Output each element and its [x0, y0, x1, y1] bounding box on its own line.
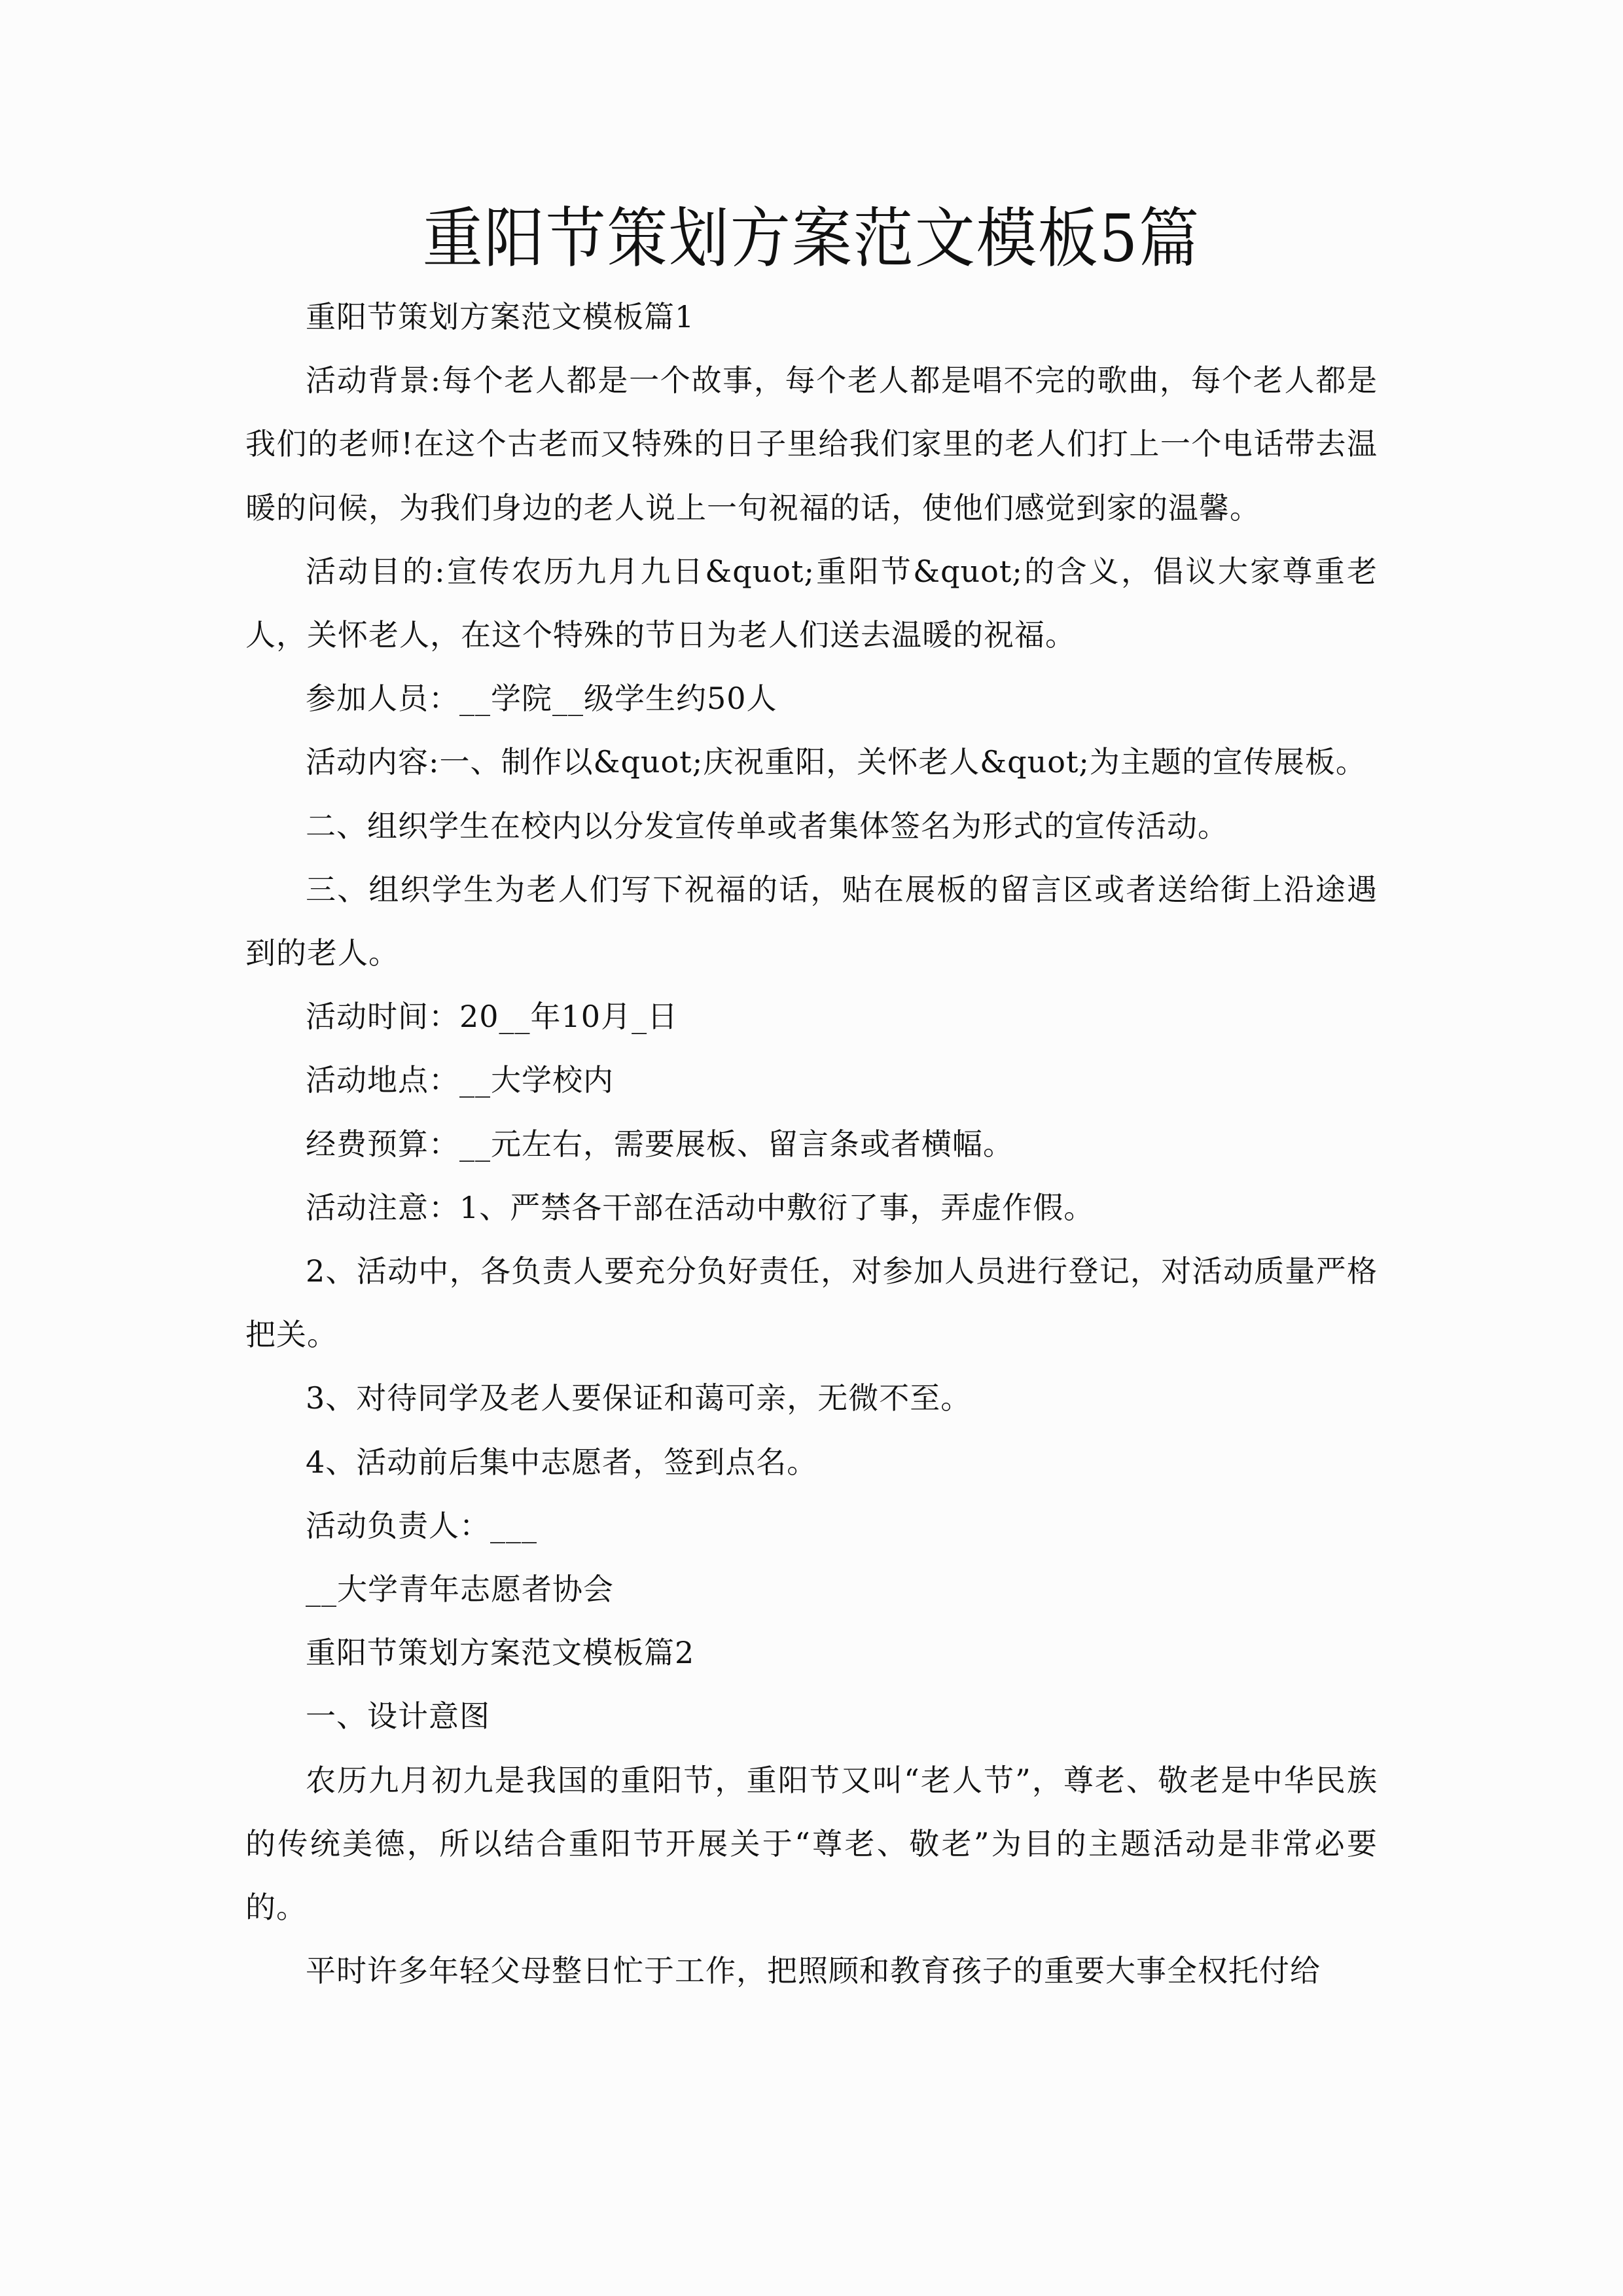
paragraph-purpose: 活动目的:宣传农历九月九日&quot;重阳节&quot;的含义，倡议大家尊重老人，关怀老人，在这个特殊的节日为老人们送去温暖的祝福。 [245, 553, 1378, 653]
paragraph-organizer: __大学青年志愿者协会 [306, 1571, 614, 1607]
paragraph-content-2: 二、组织学生在校内以分发宣传单或者集体签名为形式的宣传活动。 [306, 808, 1228, 844]
paragraph-notes-3: 3、对待同学及老人要保证和蔼可亲，无微不至。 [306, 1380, 972, 1416]
document-title: 重阳节策划方案范文模板5篇 [422, 200, 1201, 277]
paragraph-location: 活动地点：__大学校内 [306, 1062, 614, 1098]
paragraph-notes-2: 2、活动中，各负责人要充分负好责任，对参加人员进行登记，对活动质量严格把关。 [245, 1253, 1378, 1353]
paragraph-time: 活动时间：20__年10月_日 [306, 999, 679, 1035]
paragraph-person-in-charge: 活动负责人：___ [306, 1507, 537, 1543]
document-body [245, 285, 1378, 2003]
paragraph-notes-4: 4、活动前后集中志愿者，签到点名。 [306, 1444, 818, 1480]
paragraph-content-3: 三、组织学生为老人们写下祝福的话，贴在展板的留言区或者送给街上沿途遇到的老人。 [245, 871, 1378, 971]
paragraph-content-1: 活动内容:一、制作以&quot;庆祝重阳，关怀老人&quot;为主题的宣传展板。 [306, 744, 1366, 780]
paragraph-participants: 参加人员：__学院__级学生约50人 [306, 681, 777, 717]
section-heading-1: 重阳节策划方案范文模板篇1 [306, 299, 695, 334]
paragraph-notes-1: 活动注意：1、严禁各干部在活动中敷衍了事，弄虚作假。 [306, 1189, 1095, 1225]
paragraph-background: 活动背景:每个老人都是一个故事，每个老人都是唱不完的歌曲，每个老人都是我们的老师!在这个古老而又特殊的日子里给我们家里的老人们打上一个电话带去温暖的问候，为我们身边的老人说上一句祝福的话，使他们感觉到家的温馨。 [245, 363, 1378, 526]
subheading-design-intent: 一、设计意图 [306, 1698, 490, 1734]
paragraph-intro: 农历九月初九是我国的重阳节，重阳节又叫“老人节”，尊老、敬老是中华民族的传统美德，所以结合重阳节开展关于“尊老、敬老”为目的主题活动是非常必要的。 [245, 1762, 1378, 1926]
paragraph-parents: 平时许多年轻父母整日忙于工作，把照顾和教育孩子的重要大事全权托付给 [306, 1953, 1321, 1989]
paragraph-budget: 经费预算：__元左右，需要展板、留言条或者横幅。 [306, 1126, 1014, 1162]
section-heading-2: 重阳节策划方案范文模板篇2 [306, 1635, 695, 1671]
